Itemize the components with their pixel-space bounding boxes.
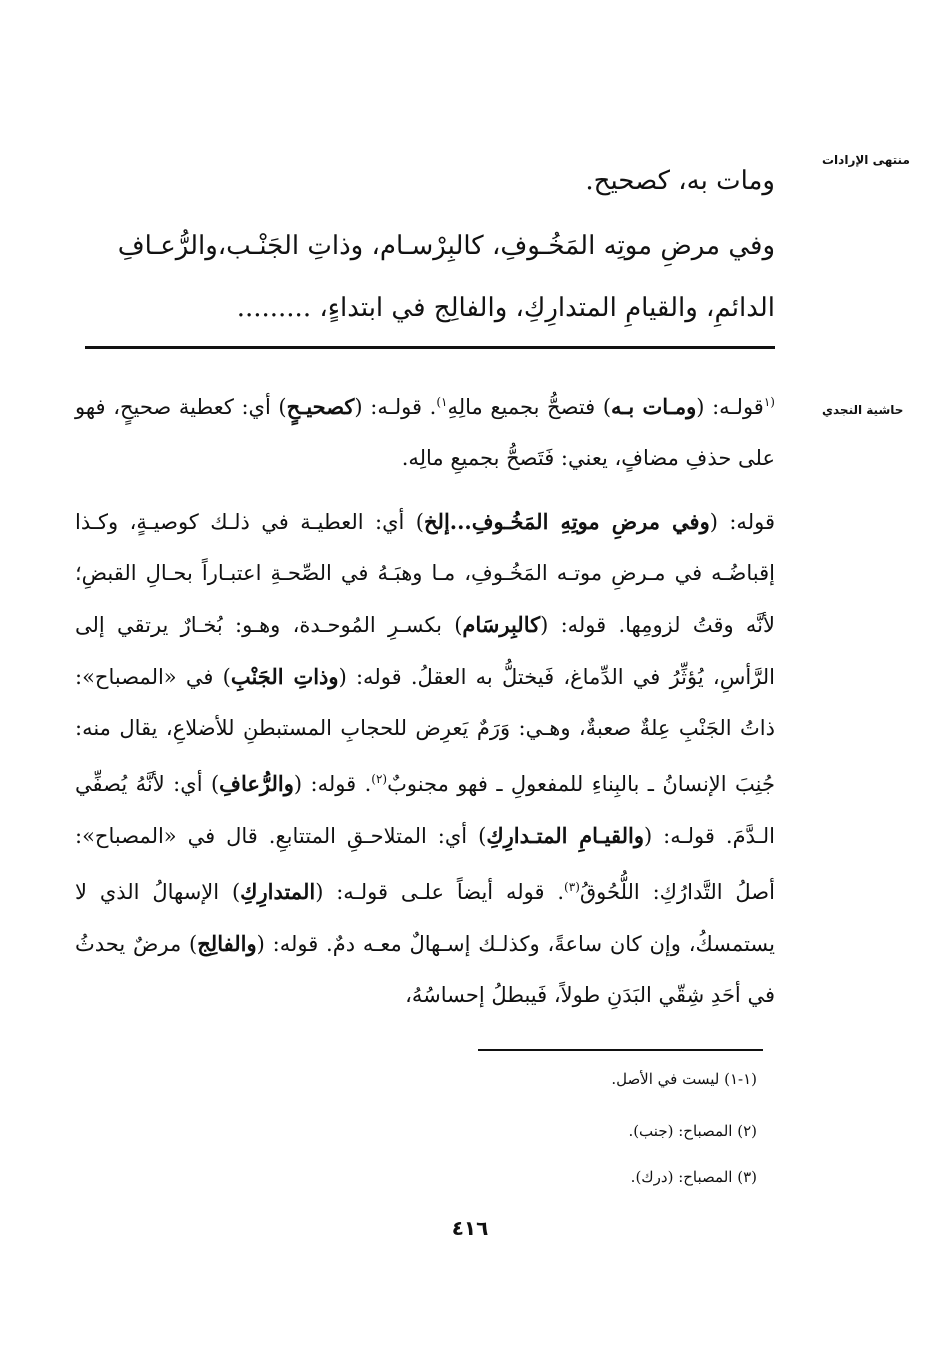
footnote-ref: (١ [763,395,775,409]
commentary-paragraph-2 [75,496,775,1021]
margin-label-hashiya: حاشية النجدي [822,403,904,417]
text-run: قولـه: ( [696,395,764,419]
bold-term: كالبِرسَام [462,612,541,637]
text-run: ) في «المصباح»: ذاتُ الجَنْبِ عِلةٌ صعبةٌ، وهـي: وَرَمٌ يَعرِض للحجابِ المستبطنِ للأضلاعِ، يقال منه: جُنِبَ الإنسانُ ـ بالبِناءِ للمفعولِ ـ فهو مجنوبٌ [75,665,775,796]
text-run: ) أي: العطيـة في ذلـك كوصيـةٍ، وكـذا إقباضُـه في مـرضِ موتـه المَخُـوفِ، مـا وهبَـهُ في الصِّحـةِ اعتبـاراً بحـالِ القبضِ؛ لأنَّه وقتُ لزومِها. قوله: ( [75,510,775,637]
text-run: . قولـه: ( [354,395,437,419]
text-run: ) بكسـرِ المُوحـدة، وهـو: بُخـارٌ يرتقي إلى الرَّأسِ، يُؤثِّرُ في الدِّماغ، فَيختلُّ به العقلُ. قوله: ( [75,613,775,689]
footnote-3: (٣) المصباح: (درك). [630,1168,757,1186]
text-run: قوله: ( [709,510,775,534]
bold-term: والفالِج [197,931,257,956]
bold-term: المتدارِكِ [240,879,316,904]
main-text-dots: ......... [236,293,312,323]
main-separator-rule [85,346,775,349]
text-run: ) أي: المتلاحـقِ المتتابعِ. قال في «المصباح»: أصلُ التَّدارُكِ: اللُّحُوقُ [75,824,775,904]
page-number: ٤١٦ [451,1216,489,1240]
footnote-2: (٢) المصباح: (جنب). [628,1122,757,1140]
main-text-line-1: ومات به، كصحيح. [585,166,775,196]
bold-term: وذاتِ الجَنْبِ [230,664,339,689]
text-run: . قوله: ( [293,772,372,796]
main-text-block [80,215,775,339]
bold-term: والرُّعافِ [219,771,294,796]
text-run: ) مرضٌ يحدثُ في أحَدِ شِقّي البَدَنِ طولاً، فَيبطلُ إحساسُهُ، [75,932,775,1007]
bold-term: كصحيـحٍ [286,394,355,419]
footnote-separator-rule [478,1049,763,1051]
footnote-ref: ١) [436,395,448,409]
main-text-line-3-text: الدائمِ، والقيامِ المتدارِكِ، والفالِج في ابتداءٍ، [319,293,775,323]
commentary-paragraph-1 [75,377,775,484]
footnote-ref: (٣) [564,880,580,894]
bold-term: وفي مرضِ موتِهِ المَخُـوفِ...إلخ [423,509,710,534]
bold-term: ومـات بـه [611,394,697,419]
text-run: ) الإسهالُ الذي لا يستمسكُ، وإن كان ساعةً، وكذلـك إسـهالٌ معـه دمٌ. قوله: ( [75,880,775,956]
text-run: ) أي: لأنَّهُ يُصفِّي الـدَّمَ. قولـه: ( [75,772,775,848]
footnote-ref: (٢) [371,772,388,786]
main-text-line-2: وفي مرضِ موتِه المَخُـوفِ، كالبِرْسـام، وذاتِ الجَنْـب،والرُّعـافِ [117,231,775,261]
margin-label-muntaha: منتهى الإرادات [822,153,910,167]
footnote-1: (١-١) ليست في الأصل. [611,1070,757,1088]
bold-term: والقيـامِ المتـدارِكِ [486,823,644,848]
text-run: . قوله أيضاً علـى قولـه: ( [315,880,565,904]
text-run: ) أي: كعطية صحيحٍ، فهو على حذفِ مضافٍ، يعني: فَتَصحُّ بجميعِ مالِه. [75,395,775,470]
text-run: ) فتصحُّ بجميع مالِهِ [447,395,612,419]
main-text-line-3 [80,277,775,339]
